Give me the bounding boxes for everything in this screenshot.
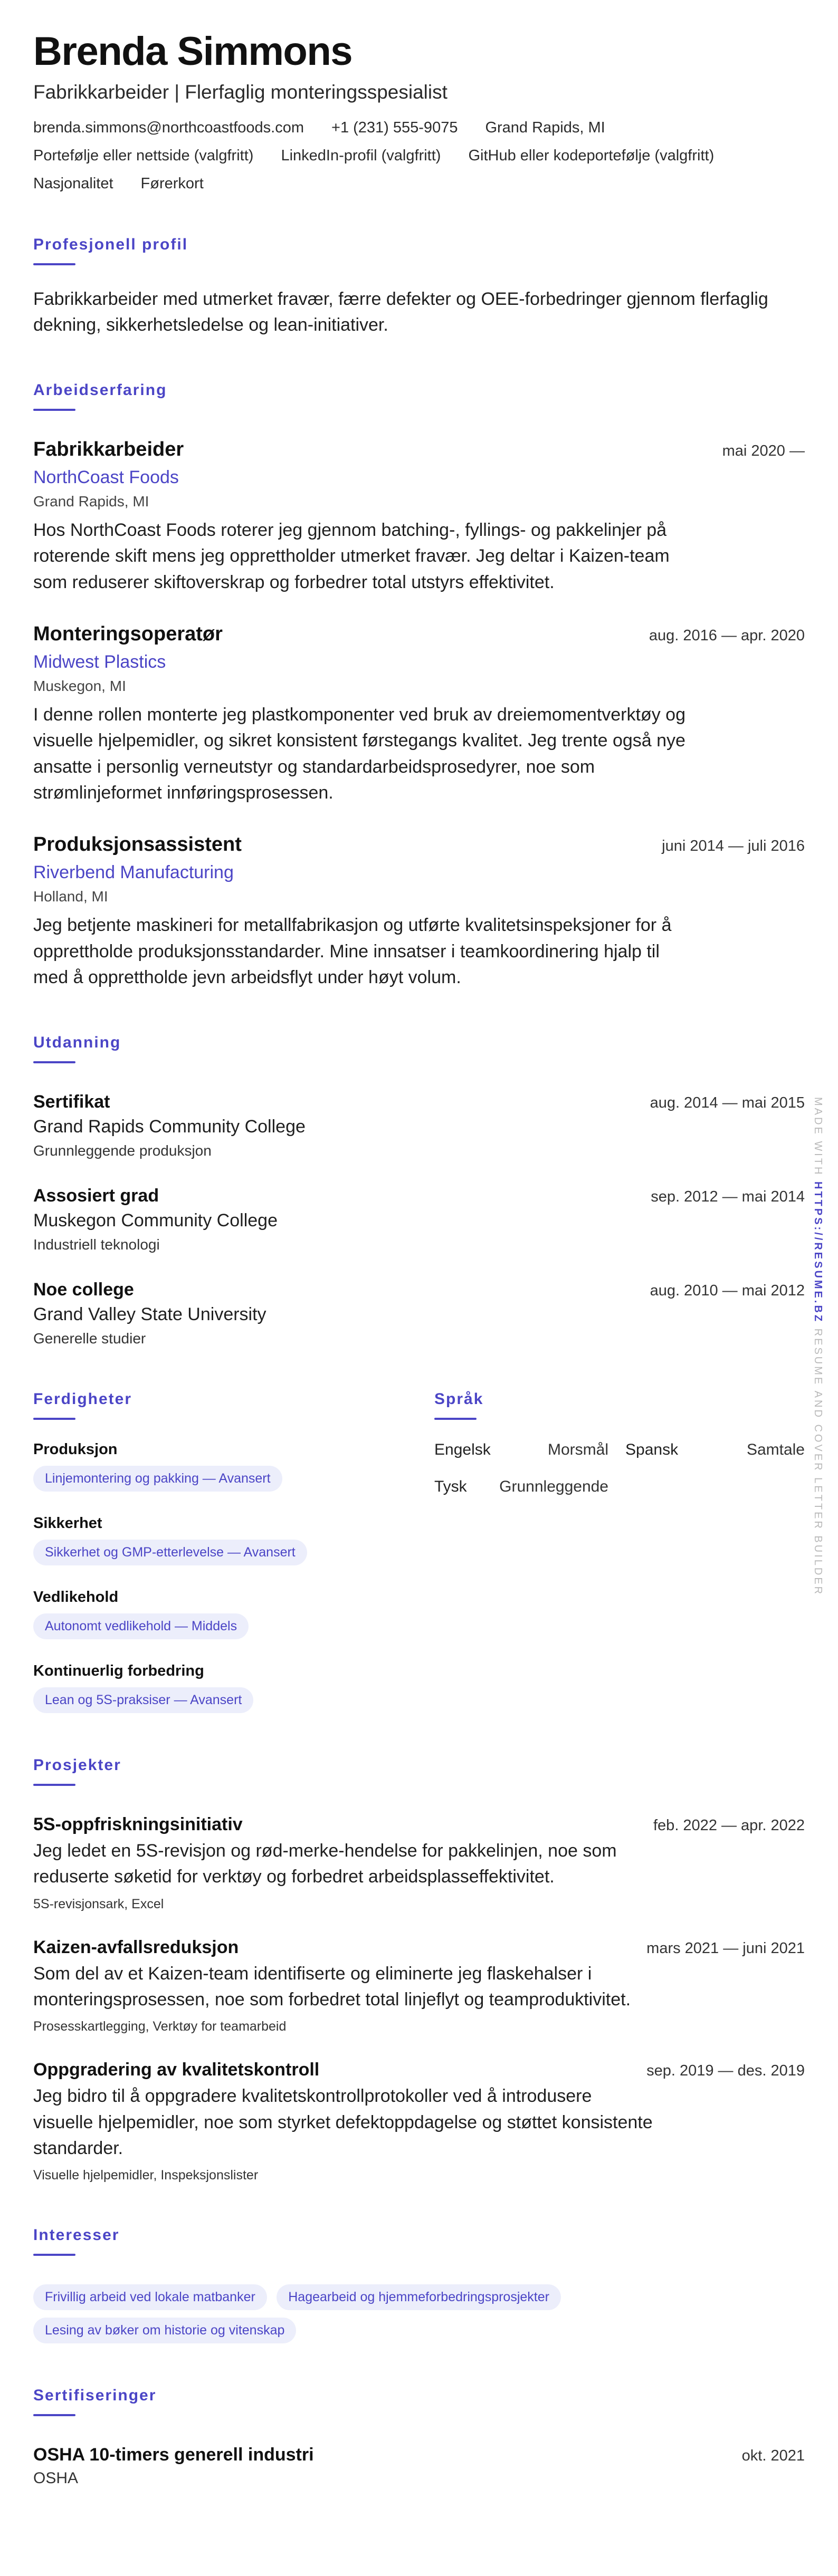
skill-chip: Autonomt vedlikehold — Middels (33, 1613, 249, 1639)
education-date: aug. 2010 — mai 2012 (650, 1282, 805, 1300)
section-divider (33, 263, 75, 265)
section-title: Interesser (33, 2226, 120, 2244)
profile-summary: Fabrikkarbeider med utmerket fravær, færre defekter og OEE-forbedringer gjennom flerfaglig dekning, sikkerhetsledelse og lean-initiativer. (33, 289, 768, 335)
certification-entry (33, 2445, 805, 2487)
skills-section (33, 1390, 434, 1713)
language-level: Grunnleggende (499, 1478, 608, 1496)
job-location: Grand Rapids, MI (33, 493, 149, 510)
skill-group (33, 1515, 434, 1565)
job-date: mai 2020 — (722, 443, 805, 460)
project-name: 5S-oppfriskningsinitiativ (33, 1814, 243, 1835)
language-item (434, 1478, 608, 1496)
interests-list (33, 2277, 666, 2343)
interest-chip: Hagearbeid og hjemmeforbedringsprosjekter (277, 2284, 561, 2310)
language-name: Engelsk (434, 1441, 491, 1459)
email-link[interactable]: brenda.simmons@northcoastfoods.com (33, 119, 304, 136)
language-name: Spansk (625, 1441, 679, 1459)
skill-category: Vedlikehold (33, 1589, 119, 1606)
contact-row (33, 119, 805, 137)
languages-section (434, 1390, 805, 1713)
section-divider (434, 1418, 477, 1420)
education-entry (33, 1186, 805, 1253)
section-divider (33, 409, 75, 411)
watermark-link[interactable]: HTTPS://RESUME.BZ (812, 1181, 824, 1324)
language-name: Tysk (434, 1478, 467, 1496)
degree-title: Sertifikat (33, 1092, 110, 1112)
company-name: Midwest Plastics (33, 652, 166, 672)
certification-name: OSHA 10-timers generell industri (33, 2445, 314, 2465)
skill-chip: Sikkerhet og GMP-etterlevelse — Avansert (33, 1540, 307, 1565)
skill-chip: Lean og 5S-praksiser — Avansert (33, 1687, 253, 1713)
job-description: I denne rollen monterte jeg plastkomponenter ved bruk av dreiemomentverktøy og visuelle hjelpemidler, og sikret konsistent førstegangs kvalitet. Jeg trente også nye ansatte i personlig verneutstyr og standardarbeidsprosedyrer, noe som strømlinjeformet innføringsprosessen. (33, 705, 685, 803)
degree-title: Assosiert grad (33, 1186, 159, 1206)
certification-issuer: OSHA (33, 2469, 79, 2487)
project-name: Oppgradering av kvalitetskontroll (33, 2060, 320, 2080)
github-link[interactable]: GitHub eller kodeportefølje (valgfritt) (468, 147, 715, 164)
project-tools: 5S-revisjonsark, Excel (33, 1896, 164, 1911)
education-date: aug. 2014 — mai 2015 (650, 1094, 805, 1112)
portfolio-link[interactable]: Portefølje eller nettside (valgfritt) (33, 147, 254, 164)
project-tools: Visuelle hjelpemidler, Inspeksjonslister (33, 2168, 259, 2183)
project-entry (33, 2060, 805, 2183)
job-location: Muskegon, MI (33, 678, 126, 695)
section-title: Språk (434, 1390, 484, 1408)
language-level: Morsmål (547, 1441, 608, 1459)
skill-category: Produksjon (33, 1441, 118, 1458)
job-title: Produksjonsassistent (33, 833, 242, 856)
skill-group (33, 1441, 434, 1492)
linkedin-link[interactable]: LinkedIn-profil (valgfritt) (281, 147, 441, 164)
section-title: Sertifiseringer (33, 2387, 157, 2405)
experience-entry (33, 623, 805, 806)
language-row (434, 1478, 805, 1496)
school-name: Grand Valley State University (33, 1304, 266, 1325)
section-title: Profesjonell profil (33, 235, 188, 253)
watermark-prefix: MADE WITH (812, 1097, 824, 1177)
study-field: Grunnleggende produksjon (33, 1142, 212, 1159)
company-name: Riverbend Manufacturing (33, 862, 234, 883)
job-date: aug. 2016 — apr. 2020 (649, 627, 805, 645)
school-name: Muskegon Community College (33, 1210, 278, 1231)
skills-languages-row (33, 1390, 805, 1713)
job-date: juni 2014 — juli 2016 (662, 838, 805, 855)
builder-watermark (812, 1097, 824, 1596)
job-title: Monteringsoperatør (33, 623, 223, 646)
drivers-license: Førerkort (140, 175, 204, 192)
language-row (434, 1441, 805, 1459)
interest-chip: Lesing av bøker om historie og vitenskap (33, 2318, 296, 2343)
personal-row (33, 175, 805, 193)
profile-section (33, 236, 805, 339)
skill-group (33, 1662, 434, 1713)
education-entry (33, 1092, 805, 1159)
education-section (33, 1034, 805, 1347)
projects-section (33, 1756, 805, 2183)
experience-entry (33, 438, 805, 595)
nationality: Nasjonalitet (33, 175, 113, 192)
section-title: Arbeidserfaring (33, 381, 167, 399)
school-name: Grand Rapids Community College (33, 1117, 306, 1137)
skill-category: Sikkerhet (33, 1515, 102, 1532)
project-description: Som del av et Kaizen-team identifiserte og eliminerte jeg flaskehalser i monteringsprosessen, noe som forbedret total linjeflyt og teamproduktivitet. (33, 1963, 631, 2010)
language-item (625, 1441, 805, 1459)
project-description: Jeg bidro til å oppgradere kvalitetskontrollprotokoller ved å introdusere visuelle hjelpemidler, noe som styrket defektoppdagelse og støttet konsistente standarder. (33, 2086, 653, 2158)
project-date: feb. 2022 — apr. 2022 (653, 1817, 805, 1834)
company-name: NorthCoast Foods (33, 467, 179, 488)
skill-group (33, 1589, 434, 1639)
study-field: Industriell teknologi (33, 1236, 160, 1253)
project-tools: Prosesskartlegging, Verktøy for teamarbeid (33, 2019, 287, 2034)
job-description: Jeg betjente maskineri for metallfabrikasjon og utførte kvalitetsinspeksjoner for å opprettholde produksjonsstandarder. Mine innsatser i teamkoordinering hjalp til med å opprettholde jevn arbeidsflyt under høyt volum. (33, 915, 672, 987)
skill-chip: Linjemontering og pakking — Avansert (33, 1466, 282, 1492)
resume-header (33, 30, 805, 193)
study-field: Generelle studier (33, 1330, 146, 1347)
section-title: Prosjekter (33, 1756, 121, 1774)
project-entry (33, 1937, 805, 2035)
section-title: Utdanning (33, 1034, 121, 1052)
section-divider (33, 1418, 75, 1420)
candidate-name: Brenda Simmons (33, 29, 353, 74)
links-row (33, 147, 805, 165)
project-date: mars 2021 — juni 2021 (646, 1939, 805, 1957)
section-title: Ferdigheter (33, 1390, 132, 1408)
location: Grand Rapids, MI (485, 119, 605, 136)
experience-section (33, 381, 805, 991)
education-date: sep. 2012 — mai 2014 (651, 1188, 805, 1206)
interest-chip: Frivillig arbeid ved lokale matbanker (33, 2284, 267, 2310)
project-date: sep. 2019 — des. 2019 (646, 2062, 805, 2080)
job-title: Fabrikkarbeider (33, 438, 184, 461)
education-entry (33, 1280, 805, 1347)
certification-date: okt. 2021 (741, 2447, 805, 2465)
interests-section (33, 2226, 805, 2343)
project-entry (33, 1814, 805, 1912)
skill-category: Kontinuerlig forbedring (33, 1662, 204, 1680)
degree-title: Noe college (33, 1280, 134, 1300)
certifications-section (33, 2387, 805, 2487)
section-divider (33, 2254, 75, 2256)
job-location: Holland, MI (33, 888, 108, 905)
section-divider (33, 2414, 75, 2416)
project-description: Jeg ledet en 5S-revisjon og rød-merke-hendelse for pakkelinjen, noe som reduserte søketid for verktøy og forbedret arbeidsplasseffektivitet. (33, 1841, 617, 1887)
experience-entry (33, 833, 805, 991)
language-item (434, 1441, 608, 1459)
candidate-headline: Fabrikkarbeider | Flerfaglig monteringsspesialist (33, 81, 447, 103)
project-name: Kaizen-avfallsreduksjon (33, 1937, 239, 1957)
section-divider (33, 1061, 75, 1063)
language-level: Samtale (746, 1441, 805, 1459)
phone-number[interactable]: +1 (231) 555-9075 (331, 119, 458, 136)
watermark-suffix: RESUME AND COVER LETTER BUILDER (812, 1328, 824, 1597)
job-description: Hos NorthCoast Foods roterer jeg gjennom batching-, fyllings- og pakkelinjer på roterende skift mens jeg opprettholder utmerket fravær. Jeg deltar i Kaizen-team som reduserer skiftoverskrap og forbedrer total utstyrs effektivitet. (33, 520, 670, 592)
section-divider (33, 1784, 75, 1786)
